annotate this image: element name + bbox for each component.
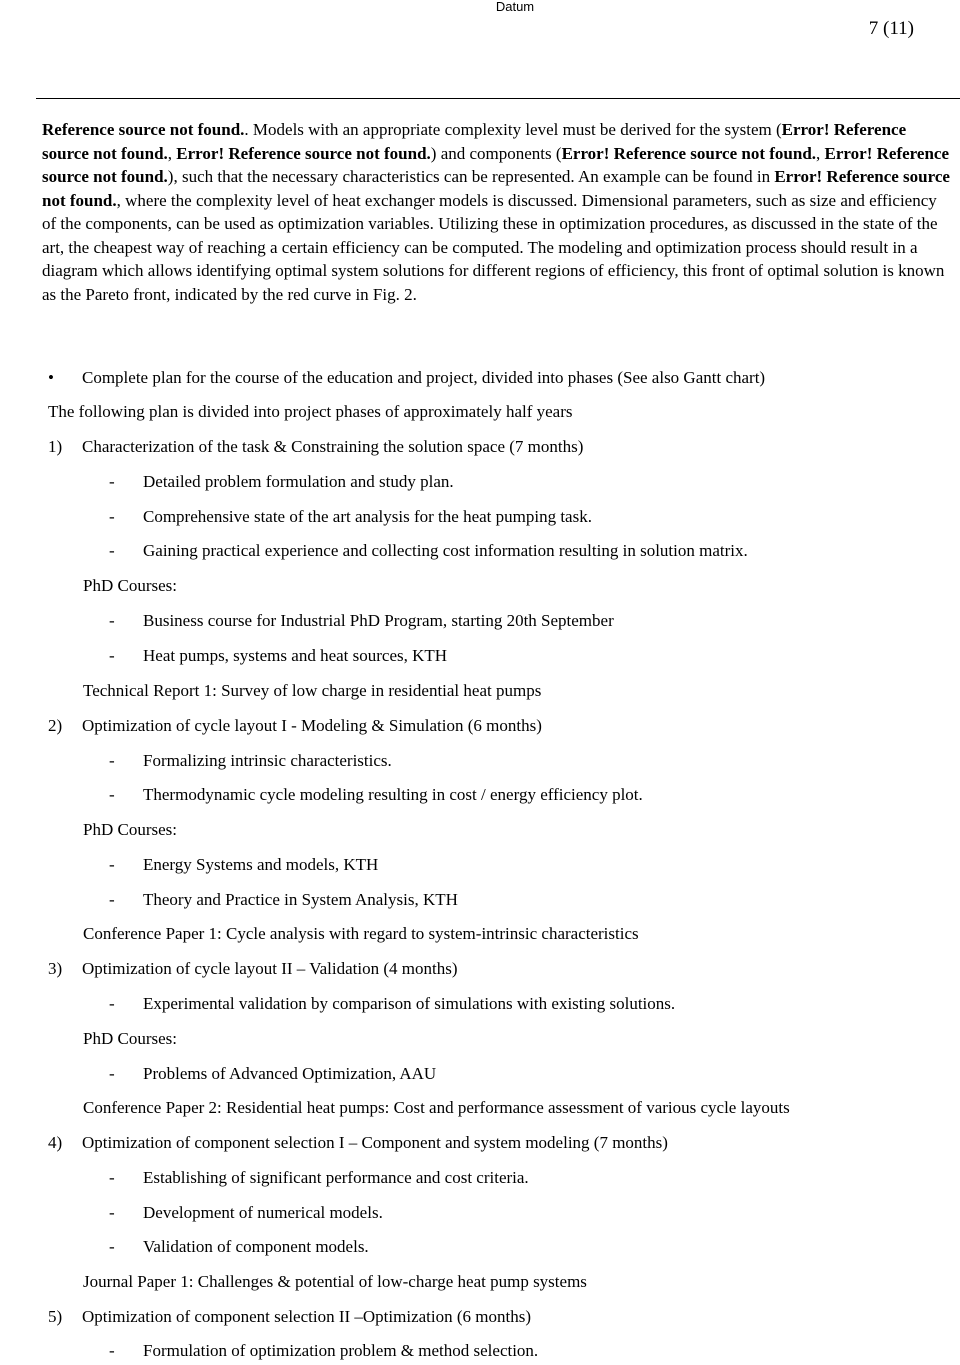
intro-paragraph	[42, 118, 950, 306]
paragraph-text: ,	[167, 143, 177, 163]
paragraph-text: ), such that the necessary characteristics can be represented. An example can be found in	[167, 167, 775, 186]
phase-number: 3)	[48, 959, 63, 978]
page-number: 7 (11)	[868, 18, 914, 39]
phase-number: 4)	[48, 1133, 63, 1152]
reference-error-text: Error! Reference source not found.	[42, 120, 907, 163]
paragraph-text: , where the complexity level of heat exchanger models is discussed. Dimensional parameters, such as size and efficiency of the components, can be used as optimization variables. Utilizing these in optimization procedures, as discussed in the state of the art, the cheapest way of reaching a certain efficiency can be computed. The modeling and optimization process should result in a diagram which allows identifying optimal system solutions for different regions of efficiency, this front of optimal solution is known as the Pareto front, indicated by the red curve in Fig. 2.	[42, 190, 945, 304]
plan-intro: The following plan is divided into project phases of approximately half years	[48, 402, 573, 421]
reference-error-text: Reference source not found.	[42, 120, 245, 139]
phase-number: 5)	[48, 1307, 63, 1326]
phase-3-courses-label: PhD Courses:	[83, 1029, 177, 1048]
phase-1-courses-label: PhD Courses:	[83, 576, 177, 595]
bullet-icon: •	[48, 368, 54, 387]
bullet-text: Complete plan for the course of the education and project, divided into phases (See also Gantt chart)	[82, 368, 766, 387]
phase-number: 2)	[48, 716, 63, 735]
phase-2-courses-label: PhD Courses:	[83, 820, 177, 839]
phase-title: Optimization of component selection II –Optimization (6 months)	[82, 1307, 531, 1326]
header-divider	[36, 98, 960, 99]
phase-title: Optimization of component selection I – Component and system modeling (7 months)	[82, 1133, 668, 1152]
paragraph-text: ,	[816, 143, 825, 163]
phase-4-output: Journal Paper 1: Challenges & potential of low-charge heat pump systems	[83, 1272, 587, 1291]
phase-title: Optimization of cycle layout II – Validation (4 months)	[82, 959, 458, 978]
reference-error-text: Error! Reference source not found.	[42, 143, 949, 186]
paragraph-text: ) and components (	[430, 143, 562, 163]
phase-2-output: Conference Paper 1: Cycle analysis with regard to system-intrinsic characteristics	[83, 924, 639, 943]
header-date-label: Datum	[495, 0, 535, 14]
reference-error-text: Error! Reference source not found.	[561, 143, 817, 163]
reference-error-text: Error! Reference source not found.	[42, 167, 950, 210]
phase-number: 1)	[48, 437, 63, 456]
phase-3-output: Conference Paper 2: Residential heat pumps: Cost and performance assessment of various cycle layouts	[83, 1098, 790, 1117]
phase-title: Optimization of cycle layout I - Modeling & Simulation (6 months)	[82, 716, 542, 735]
phase-title: Characterization of the task & Constraining the solution space (7 months)	[82, 437, 584, 456]
phase-1-output: Technical Report 1: Survey of low charge in residential heat pumps	[83, 681, 542, 700]
paragraph-text: . Models with an appropriate complexity level must be derived for the system (	[244, 120, 782, 139]
reference-error-text: Error! Reference source not found.	[176, 143, 431, 163]
